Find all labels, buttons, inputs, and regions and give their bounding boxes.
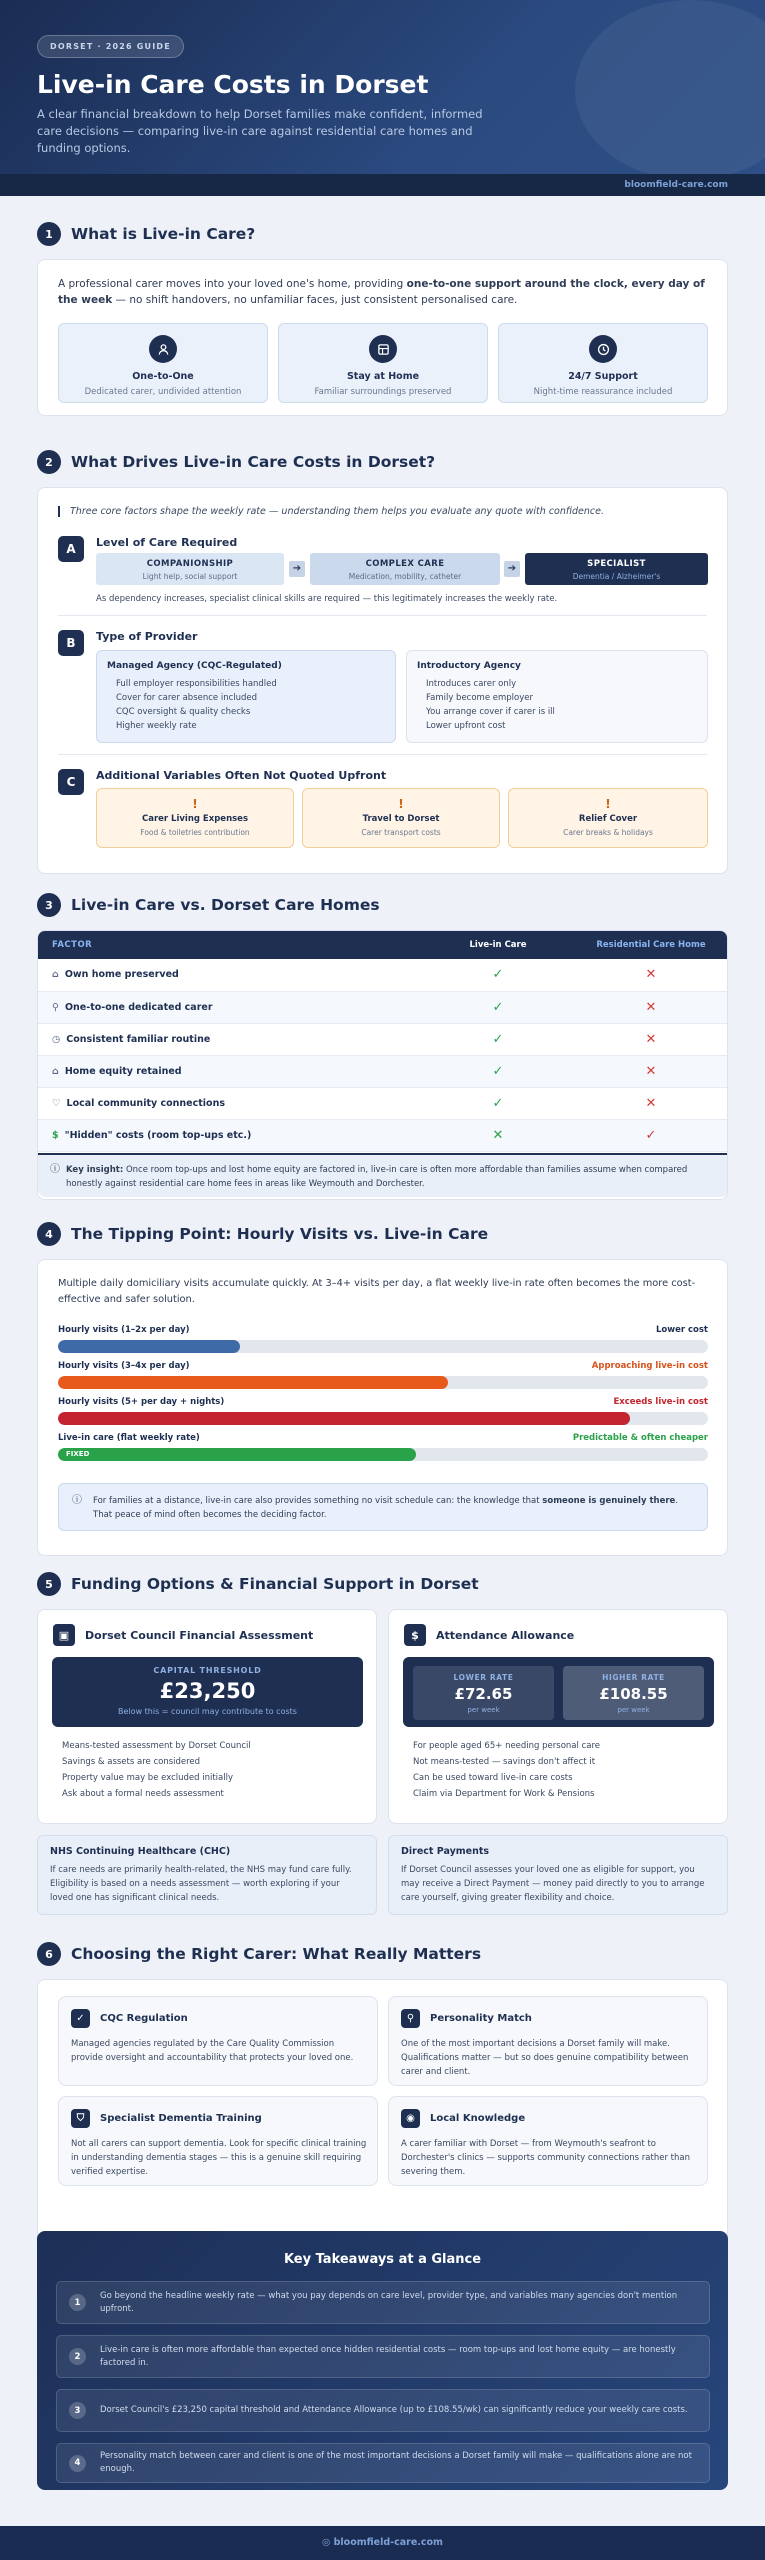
shield-icon: ⛉ [71, 2109, 90, 2128]
intro-text: A professional carer moves into your loved one's home, providing one-to-one support around the clock, every day of the week — no shift handovers, no unfamiliar faces, just consistent personalised care. [58, 278, 705, 306]
section-tipping-point [37, 1222, 728, 1520]
cross-icon: ✕ [573, 959, 728, 991]
house-icon [369, 335, 397, 363]
arrow-right-icon: ➔ [289, 561, 305, 577]
table-row [38, 1023, 728, 1055]
bar-hourly-5-plus [58, 1397, 708, 1425]
box-title: Managed Agency (CQC-Regulated) [107, 661, 282, 671]
bar-hourly-1-2 [58, 1325, 708, 1353]
info-icon: ⓘ [72, 1495, 82, 1506]
bar-status: Approaching live-in cost [591, 1361, 708, 1371]
check-shield-icon: ✓ [71, 2009, 90, 2028]
feature-desc: Night-time reassurance included [533, 387, 673, 397]
list-item: Property value may be excluded initially [62, 1773, 234, 1783]
lower-rate: LOWER RATE £72.65 per week [413, 1666, 554, 1720]
funding-area [37, 1609, 728, 1964]
factor-letter-c: C [58, 769, 84, 795]
info-icon: ⓘ [50, 1164, 60, 1175]
box-title: Introductory Agency [417, 661, 521, 671]
guide-badge: DORSET · 2026 GUIDE [37, 35, 184, 58]
choosing-carer-card [37, 1979, 728, 2244]
warning-icon: ! [192, 797, 198, 811]
card-body: One of the most important decisions a Dorset family will make. Qualifications matter — but so does genuine compatibility between carer and client. [401, 2039, 689, 2077]
allowance-rates-panel [403, 1657, 714, 1727]
clock-icon: ◷ [52, 1033, 61, 1045]
tipping-point-card [37, 1259, 728, 1556]
hero-banner [0, 0, 765, 196]
takeaway-item: 4 Personality match between carer and client is one of the most important decisions a Dorset family will make — qualifications alone are not enough. [56, 2443, 710, 2483]
factor-a-title: Level of Care Required [96, 536, 238, 549]
check-icon: ✓ [423, 1055, 573, 1087]
bar-fill [58, 1412, 630, 1425]
section-title: Funding Options & Financial Support in Dorset [71, 1575, 479, 1593]
council-assessment-card [37, 1609, 377, 1824]
feature-card-24-7-support [498, 323, 708, 403]
list-item: You arrange cover if carer is ill [426, 707, 555, 717]
variable-living-expenses: ! Carer Living Expenses Food & toiletries contribution [96, 788, 294, 848]
person-icon: ⚲ [52, 1001, 59, 1013]
heart-icon: ♡ [52, 1097, 61, 1109]
direct-payments-card [388, 1835, 728, 1915]
list-item: CQC oversight & quality checks [116, 707, 251, 717]
factor-letter-b: B [58, 630, 84, 656]
distance-note: ⓘ For families at a distance, live-in care also provides something no visit schedule can: the knowledge that someone is genuinely there. That peace of mind often becomes the deciding factor. [58, 1483, 708, 1531]
cross-icon: ✕ [573, 1023, 728, 1055]
card-body: Not all carers can support dementia. Look for specific clinical training in understanding dementia stages — this is a genuine skill requiring verified expertise. [71, 2139, 367, 2177]
divider [58, 615, 707, 616]
decorative-circle [575, 0, 765, 180]
feature-card-stay-at-home [278, 323, 488, 403]
key-takeaways-panel [37, 2231, 728, 2490]
feature-desc: Dedicated carer, undivided attention [84, 387, 242, 397]
list-item: Not means-tested — savings don't affect it [413, 1757, 596, 1767]
cross-icon: ✕ [573, 991, 728, 1023]
bar-status: Lower cost [655, 1325, 708, 1335]
tipping-point-intro: Multiple daily domiciliary visits accumulate quickly. At 3–4+ visits per day, a flat weekly live-in rate often becomes the more cost-effective and safer solution. [58, 1278, 696, 1305]
takeaway-item: 3 Dorset Council's £23,250 capital threshold and Attendance Allowance (up to £108.55/wk) can significantly reduce your weekly care costs. [56, 2389, 710, 2432]
bar-label: Hourly visits (3–4x per day) [58, 1361, 190, 1371]
section-title: What Drives Live-in Care Costs in Dorset? [71, 453, 436, 471]
table-row [38, 1055, 728, 1087]
list-item: Can be used toward live-in care costs [413, 1773, 573, 1783]
care-level-complex: COMPLEX CARE Medication, mobility, catheter [310, 553, 500, 585]
section-comparison [37, 893, 728, 1189]
divider [58, 754, 707, 755]
warning-icon: ! [605, 797, 611, 811]
variable-travel: ! Travel to Dorset Carer transport costs [302, 788, 500, 848]
card-title: Specialist Dementia Training [100, 2113, 262, 2124]
section-title: The Tipping Point: Hourly Visits vs. Live-in Care [71, 1225, 489, 1243]
key-insight: ⓘ Key insight: Once room top-ups and lost home equity are factored in, live-in care is often more affordable than families assume when compared honestly against residential care home fees in areas like Weymouth and Dorchester. [38, 1153, 728, 1197]
cost-drivers-intro: Three core factors shape the weekly rate — understanding them helps you evaluate any quote with confidence. [58, 506, 708, 517]
list-item: Introduces carer only [426, 679, 517, 689]
check-icon: ✓ [423, 1087, 573, 1119]
section-number: 5 [37, 1572, 61, 1596]
care-level-companionship: COMPANIONSHIP Light help, social support [96, 553, 284, 585]
list-item: Full employer responsibilities handled [116, 679, 277, 689]
section-number: 2 [37, 450, 61, 474]
capital-threshold-panel: CAPITAL THRESHOLD £23,250 Below this = council may contribute to costs [52, 1657, 363, 1727]
page-subtitle: A clear financial breakdown to help Dorset families make confident, informed care decisions — comparing live-in care against residential care homes and funding options. [37, 107, 483, 155]
bar-fill [58, 1376, 448, 1389]
card-title: Direct Payments [401, 1846, 490, 1857]
factor-letter-a: A [58, 536, 84, 562]
house-icon: ⌂ [52, 969, 59, 981]
card-title: Personality Match [430, 2013, 532, 2024]
footer-site-link[interactable]: bloomfield-care.com [333, 2537, 443, 2548]
bar-track [58, 1412, 708, 1425]
table-header: FACTOR [38, 931, 423, 959]
list-item: Savings & assets are considered [62, 1757, 201, 1767]
card-title: Attendance Allowance [436, 1628, 575, 1642]
card-body: If care needs are primarily health-related, the NHS may fund care fully. Eligibility is based on a needs assessment — worth exploring if your loved one has significant clinical needs. [50, 1865, 352, 1903]
bar-label: Live-in care (flat weekly rate) [58, 1433, 200, 1443]
globe-icon: ◎ [322, 2537, 334, 2548]
list-item: Ask about a formal needs assessment [62, 1789, 224, 1799]
nhs-chc-card [37, 1835, 377, 1915]
warning-icon: ! [398, 797, 404, 811]
check-icon: ✓ [423, 959, 573, 991]
cross-icon: ✕ [573, 1087, 728, 1119]
building-icon: ⌂ [52, 1065, 59, 1077]
table-header: Residential Care Home [573, 931, 728, 959]
bar-fill [58, 1448, 416, 1461]
section-funding [37, 1572, 728, 1903]
page-title: Live-in Care Costs in Dorset [37, 70, 429, 99]
factor-c-title: Additional Variables Often Not Quoted Upfront [96, 769, 387, 782]
cross-icon: ✕ [573, 1055, 728, 1087]
section-choosing-carer [37, 1942, 728, 2177]
factor-b-title: Type of Provider [96, 630, 198, 643]
bar-track [58, 1376, 708, 1389]
attendance-allowance-card [388, 1609, 728, 1824]
section-title: What is Live-in Care? [71, 225, 256, 243]
variable-relief-cover: ! Relief Cover Carer breaks & holidays [508, 788, 708, 848]
takeaway-item: 2 Live-in care is often more affordable than expected once hidden residential costs — room top-ups and lost home equity — are honestly factored in. [56, 2335, 710, 2378]
cross-icon: ✕ [423, 1119, 573, 1151]
cost-drivers-card [37, 487, 728, 874]
dementia-training-card [58, 2096, 378, 2186]
section-title: Choosing the Right Carer: What Really Matters [71, 1945, 482, 1963]
card-title: NHS Continuing Healthcare (CHC) [50, 1846, 231, 1857]
factor-label: "Hidden" costs (room top-ups etc.) [64, 1129, 252, 1141]
care-level-specialist: SPECIALIST Dementia / Alzheimer's [525, 553, 708, 585]
bar-fill [58, 1340, 240, 1353]
table-row [38, 959, 728, 991]
factor-label: Consistent familiar routine [66, 1033, 211, 1045]
bar-live-in [58, 1433, 708, 1461]
site-link[interactable]: bloomfield-care.com [0, 174, 765, 196]
section-number: 1 [37, 222, 61, 246]
bar-label: Hourly visits (5+ per day + nights) [58, 1397, 225, 1407]
list-item: Family become employer [426, 693, 533, 703]
takeaway-item: 1 Go beyond the headline weekly rate — what you pay depends on care level, provider type, and variables many agencies don't mention upfront. [56, 2281, 710, 2324]
feature-desc: Familiar surroundings preserved [314, 387, 452, 397]
feature-card-one-to-one [58, 323, 268, 403]
card-body: A carer familiar with Dorset — from Weymouth's seafront to Dorchester's clinics — supports community connections rather than severing them. [401, 2139, 690, 2177]
section-what-is-live-in-care [37, 222, 728, 397]
list-item: Lower upfront cost [426, 721, 506, 731]
card-body: Managed agencies regulated by the Care Quality Commission provide oversight and accountability that protects your loved one. [71, 2039, 354, 2063]
card-title: Dorset Council Financial Assessment [85, 1628, 314, 1642]
comparison-table-card [37, 930, 728, 1200]
factor-label: Local community connections [66, 1097, 225, 1109]
table-row [38, 1119, 728, 1151]
check-icon: ✓ [423, 1023, 573, 1055]
factor-label: Own home preserved [64, 969, 179, 981]
feature-title: Stay at Home [346, 371, 420, 382]
bar-status: Exceeds live-in cost [613, 1397, 708, 1407]
footer [0, 2526, 765, 2560]
bar-tag: FIXED [66, 1450, 90, 1458]
higher-rate: HIGHER RATE £108.55 per week [563, 1666, 704, 1720]
check-icon: ✓ [423, 991, 573, 1023]
cqc-regulation-card [58, 1996, 378, 2086]
clock-icon [589, 335, 617, 363]
section-title: Live-in Care vs. Dorset Care Homes [71, 896, 380, 914]
person-icon [149, 335, 177, 363]
bar-track [58, 1448, 708, 1461]
factor-label: One-to-one dedicated carer [64, 1001, 213, 1013]
check-icon: ✓ [573, 1119, 728, 1151]
bar-track [58, 1340, 708, 1353]
section-number: 6 [37, 1942, 61, 1966]
care-level-note: As dependency increases, specialist clinical skills are required — this legitimately increases the weekly rate. [96, 594, 558, 604]
table-row [38, 991, 728, 1023]
section-number: 3 [37, 893, 61, 917]
section-cost-drivers [37, 450, 728, 837]
takeaways-title: Key Takeaways at a Glance [283, 2252, 482, 2267]
arrow-right-icon: ➔ [504, 561, 520, 577]
local-knowledge-card [388, 2096, 708, 2186]
personality-match-card [388, 1996, 708, 2086]
dollar-icon: $ [52, 1129, 59, 1141]
list-item: Means-tested assessment by Dorset Council [62, 1741, 251, 1751]
introductory-agency-box [406, 650, 708, 743]
bar-status: Predictable & often cheaper [572, 1433, 708, 1443]
card-title: CQC Regulation [100, 2013, 188, 2024]
allowance-list [413, 1738, 600, 1802]
bar-label: Hourly visits (1–2x per day) [58, 1325, 190, 1335]
variables-row [96, 788, 708, 850]
pin-icon: ◉ [401, 2109, 420, 2128]
feature-title: 24/7 Support [568, 371, 638, 382]
table-row [38, 1087, 728, 1119]
list-item: Cover for carer absence included [116, 693, 258, 703]
managed-agency-box [96, 650, 396, 743]
pound-icon: $ [404, 1624, 426, 1646]
intro-card [37, 259, 728, 416]
comparison-table [38, 931, 728, 1152]
council-list [62, 1738, 251, 1802]
bar-hourly-3-4 [58, 1361, 708, 1389]
card-body: If Dorset Council assesses your loved one as eligible for support, you may receive a Direct Payment — money paid directly to you to arrange care yourself, giving greater flexibility and choice. [401, 1865, 705, 1903]
list-item: Higher weekly rate [116, 721, 197, 731]
list-item: Claim via Department for Work & Pensions [413, 1789, 595, 1799]
table-header: Live-in Care [423, 931, 573, 959]
person-icon: ⚲ [401, 2009, 420, 2028]
list-item: For people aged 65+ needing personal care [413, 1741, 600, 1751]
section-number: 4 [37, 1222, 61, 1246]
card-title: Local Knowledge [430, 2113, 526, 2124]
feature-title: One-to-One [132, 371, 194, 382]
factor-label: Home equity retained [64, 1065, 182, 1077]
briefcase-icon: ▣ [53, 1624, 75, 1646]
